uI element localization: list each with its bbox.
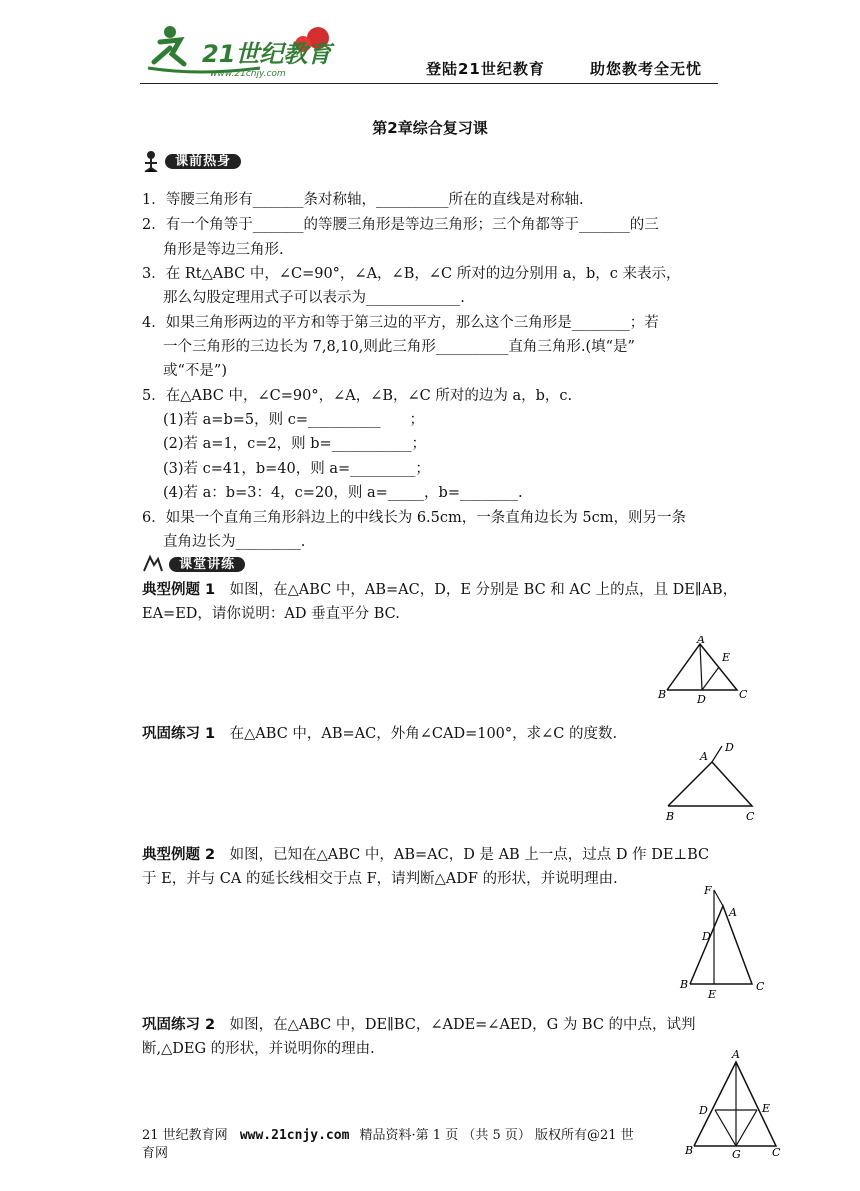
label-d: D: [697, 693, 706, 706]
label-c: C: [746, 810, 755, 823]
label-c: C: [756, 980, 765, 993]
label-f: F: [704, 884, 712, 897]
warmup-line: (2)若 a=1，c=2，则 b=___________；: [163, 436, 426, 452]
logo-url: www.21cnjy.com: [210, 69, 286, 79]
practice2-line2: 断,△DEG 的形状，并说明你的理由.: [142, 1041, 375, 1057]
warmup-line: 4．如果三角形两边的平方和等于第三边的平方，那么这个三角形是________；若: [142, 315, 659, 331]
figure-example1: [655, 636, 755, 712]
warmup-line: 1．等腰三角形有_______条对称轴，__________所在的直线是对称轴.: [142, 192, 584, 208]
example1-line2: EA=ED，请你说明：AD 垂直平分 BC.: [142, 606, 400, 622]
practice2-line1: 如图，在△ABC 中，DE∥BC，∠ADE=∠AED，G 为 BC 的中点，试判: [215, 1017, 696, 1033]
footer-site: 21 世纪教育网: [142, 1128, 228, 1143]
practice1-label: 巩固练习 1: [142, 726, 216, 742]
header-divider: [140, 83, 718, 84]
header-slogan-right: 助您教考全无忧: [590, 60, 703, 78]
label-g: G: [732, 1148, 741, 1160]
label-b: B: [685, 1144, 694, 1157]
page-title: 第2章综合复习课: [372, 119, 488, 137]
warmup-line: (4)若 a：b=3：4，c=20，则 a=_____，b=________.: [163, 485, 523, 501]
example2-line2: 于 E，并与 CA 的延长线相交于点 F，请判断△ADF 的形状，并说明理由.: [142, 871, 618, 887]
label-d: D: [699, 1104, 708, 1117]
label-b: B: [658, 688, 667, 701]
warmup-line: 那么勾股定理用式子可以表示为_____________.: [163, 290, 465, 306]
figure-example2: [672, 880, 772, 1004]
warmup-line: 2．有一个角等于_______的等腰三角形是等边三角形；三个角都等于_______的三: [142, 217, 659, 233]
label-b: B: [666, 810, 675, 823]
practice1-text: [142, 722, 617, 746]
label-a: A: [729, 906, 737, 919]
label-e: E: [762, 1102, 771, 1115]
warmup-line: 或“不是”): [163, 363, 227, 379]
label-d: D: [702, 930, 711, 943]
figure-icon: [142, 553, 164, 573]
label-a: A: [732, 1048, 740, 1061]
practice1-line1: 在△ABC 中，AB=AC，外角∠CAD=100°，求∠C 的度数.: [215, 726, 618, 742]
warmup-line: 6．如果一个直角三角形斜边上的中线长为 6.5cm，一条直角边长为 5cm，则另一条: [142, 510, 686, 526]
label-c: C: [739, 688, 748, 701]
classroom-badge-text: 课堂讲练: [169, 557, 245, 572]
footer-info: 精品资料·第 1 页 （共 5 页） 版权所有@21 世: [359, 1128, 634, 1143]
example2-text: [142, 843, 709, 867]
example1-label: 典型例题 1: [142, 582, 216, 598]
practice2-label: 巩固练习 2: [142, 1017, 216, 1033]
section-badge-classroom: [142, 553, 245, 576]
label-d: D: [725, 741, 734, 754]
warmup-badge-text: 课前热身: [165, 154, 241, 169]
label-c: C: [772, 1146, 781, 1159]
footer-continued: 育网: [142, 1146, 169, 1161]
figure-icon: [142, 150, 160, 172]
warmup-line: 3．在 Rt△ABC 中，∠C=90°，∠A，∠B，∠C 所对的边分别用 a，b，c 来表示，: [142, 266, 681, 282]
label-a: A: [700, 750, 708, 763]
warmup-line: 一个三角形的三边长为 7,8,10,则此三角形__________直角三角形.(填“是”: [163, 339, 635, 355]
warmup-line: (1)若 a=b=5，则 c=__________ ；: [163, 412, 424, 428]
practice2-text: [142, 1013, 696, 1037]
example1-line1: 如图，在△ABC 中，AB=AC，D，E 分别是 BC 和 AC 上的点，且 DE∥AB，: [215, 582, 738, 598]
example2-label: 典型例题 2: [142, 847, 216, 863]
logo-graphic: [140, 18, 340, 80]
section-badge-warmup: [142, 150, 241, 173]
example1-text: [142, 578, 737, 602]
label-e: E: [722, 651, 731, 664]
warmup-line: 角形是等边三角形.: [163, 242, 284, 258]
warmup-line: (3)若 c=41，b=40，则 a=_________；: [163, 461, 430, 477]
footer-url[interactable]: www.21cnjy.com: [239, 1128, 350, 1143]
figure-practice2: [682, 1048, 782, 1164]
figure-practice1: [660, 740, 770, 828]
label-e: E: [708, 988, 717, 1000]
logo-text: 21世纪教育: [202, 40, 332, 68]
footer: [142, 1124, 634, 1143]
logo: [140, 18, 340, 80]
label-b: B: [680, 978, 689, 991]
example2-line1: 如图，已知在△ABC 中，AB=AC，D 是 AB 上一点，过点 D 作 DE⊥BC: [215, 847, 710, 863]
header-slogan-left: 登陆21世纪教育: [426, 60, 545, 78]
label-a: A: [697, 636, 705, 646]
warmup-line: 直角边长为_________.: [163, 534, 306, 550]
warmup-line: 5．在△ABC 中，∠C=90°，∠A，∠B，∠C 所对的边为 a，b，c.: [142, 388, 573, 404]
